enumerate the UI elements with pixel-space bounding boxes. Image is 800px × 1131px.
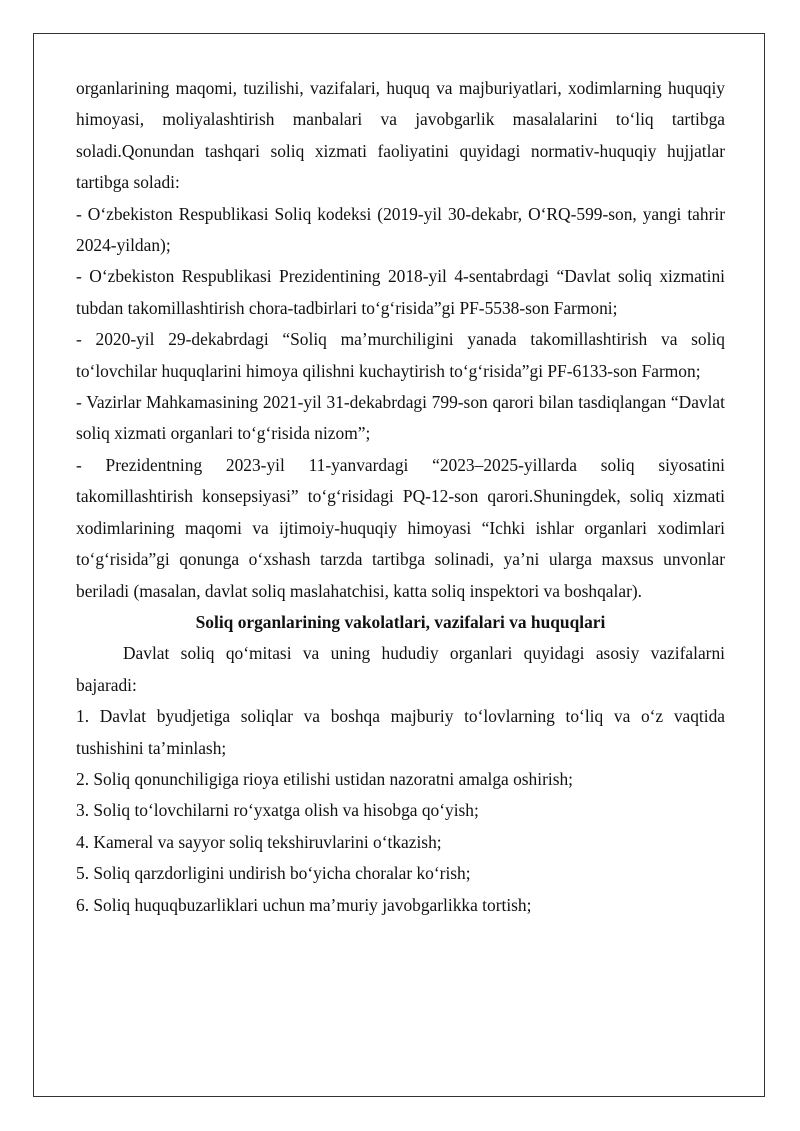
paragraph-intro-continued: organlarining maqomi, tuzilishi, vazifalari, huquq va majburiyatlari, xodimlarning huquqiy himoyasi, moliyalashtirish manbalari va javobgarlik masalalarini to‘liq tartibga soladi.Qonundan tashqari soliq xizmati faoliyatini quyidagi normativ-huquqiy hujjatlar tartibga soladi: (76, 78, 725, 193)
list-item-resolution-799: - Vazirlar Mahkamasining 2021-yil 31-dekabrdagi 799-son qarori bilan tasdiqlangan “Davlat soliq xizmati organlari to‘g‘risida nizom”; (76, 392, 725, 444)
task-item-6: 6. Soliq huquqbuzarliklari uchun ma’muriy javobgarlikka tortish; (76, 894, 532, 915)
task-item-3: 3. Soliq to‘lovchilarni ro‘yxatga olish va hisobga qo‘yish; (76, 800, 479, 821)
section-heading: Soliq organlarining vakolatlari, vazifalari va huquqlari (195, 611, 606, 632)
list-item-pf-5538: - O‘zbekiston Respublikasi Prezidentining 2018-yil 4-sentabrdagi “Davlat soliq xizmatini tubdan takomillashtirish chora-tadbirlari to‘g‘risida”gi PF-5538-son Farmoni; (76, 266, 725, 318)
list-item-tax-code: - O‘zbekiston Respublikasi Soliq kodeksi (2019-yil 30-dekabr, O‘RQ-599-son, yangi tahrir 2024-yildan); (76, 203, 725, 256)
task-item-4: 4. Kameral va sayyor soliq tekshiruvlarini o‘tkazish; (76, 831, 442, 852)
document-body (76, 73, 725, 921)
list-item-pq-12: - Prezidentning 2023-yil 11-yanvardagi “2023–2025-yillarda soliq siyosatini takomillashtirish konsepsiyasi” to‘g‘risidagi PQ-12-son qarori.Shuningdek, soliq xizmati xodimlarining maqomi va ijtimoiy-huquqiy himoyasi “Ichki ishlar organlari xodimlari to‘g‘risida”gi qonunga o‘xshash tarzda tartibga solinadi, ya’ni ularga maxsus unvonlar beriladi (masalan, davlat soliq maslahatchisi, katta soliq inspektori va boshqalar). (76, 454, 725, 601)
task-item-2: 2. Soliq qonunchiligiga rioya etilishi ustidan nazoratni amalga oshirish; (76, 768, 574, 789)
task-item-1: 1. Davlat byudjetiga soliqlar va boshqa majburiy to‘lovlarning to‘liq va o‘z vaqtida tushishini ta’minlash; (76, 706, 725, 758)
task-item-5: 5. Soliq qarzdorligini undirish bo‘yicha choralar ko‘rish; (76, 863, 471, 884)
list-item-pf-6133: - 2020-yil 29-dekabrdagi “Soliq ma’murchiligini yanada takomillashtirish va soliq to‘lovchilar huquqlarini himoya qilishni kuchaytirish to‘g‘risida”gi PF-6133-son Farmon; (76, 329, 725, 381)
section-intro: Davlat soliq qo‘mitasi va uning hududiy organlari quyidagi asosiy vazifalarni bajaradi: (76, 643, 725, 695)
